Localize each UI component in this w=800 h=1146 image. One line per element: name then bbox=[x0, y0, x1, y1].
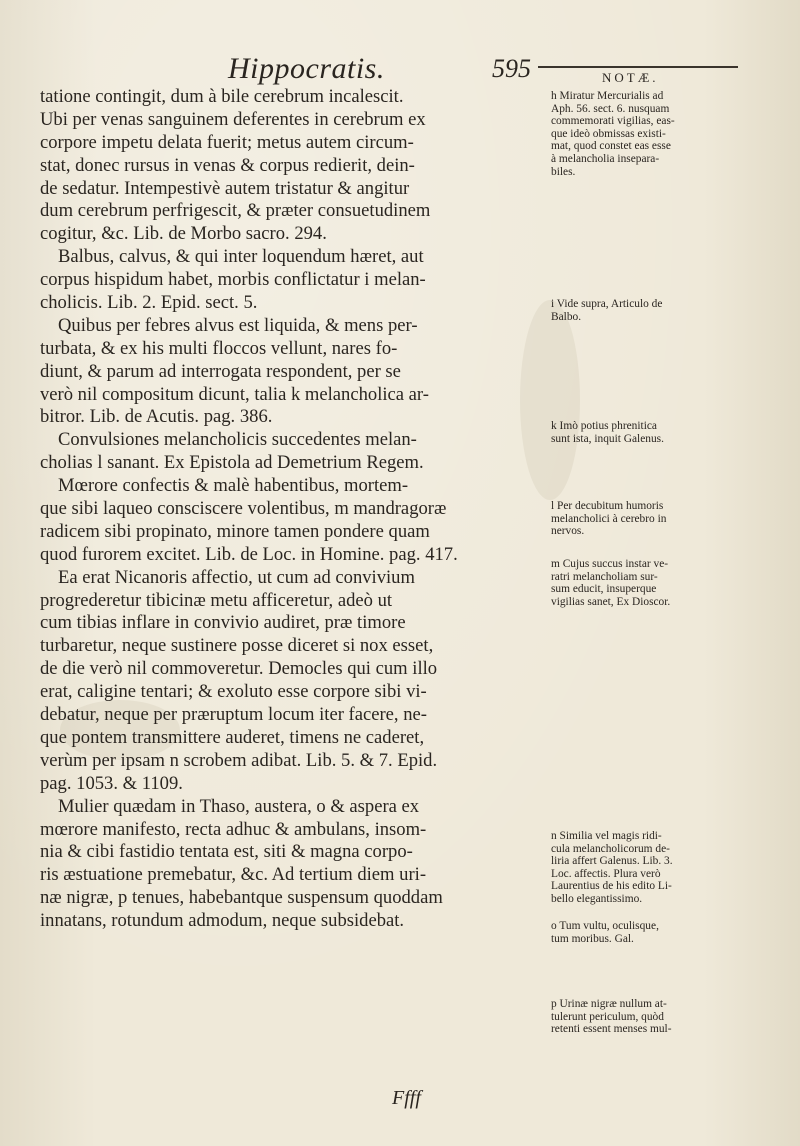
note-line: mat, quod constet eas esse bbox=[551, 140, 671, 153]
note-line: o Tum vultu, oculisque, bbox=[551, 920, 659, 932]
note-h bbox=[551, 90, 747, 178]
text-line: dum cerebrum perfrigescit, & præter consuetudinem bbox=[40, 200, 431, 222]
text-line: corpus hispidum habet, morbis conflictatur i melan- bbox=[40, 269, 426, 291]
text-line: mœrore manifesto, recta adhuc & ambulans, insom- bbox=[40, 818, 427, 840]
note-i bbox=[551, 298, 747, 323]
text-line: verùm per ipsam n scrobem adibat. Lib. 5. & 7. Epid. bbox=[40, 749, 438, 771]
text-line: pag. 1053. & 1109. bbox=[40, 772, 183, 794]
text-line: de sedatur. Intempestivè autem tristatur & angitur bbox=[40, 177, 410, 199]
note-line: bello elegantissimo. bbox=[551, 892, 643, 905]
text-line: tatione contingit, dum à bile cerebrum incalescit. bbox=[40, 86, 404, 107]
note-line: commemorati vigilias, eas- bbox=[551, 115, 675, 128]
text-line: Mulier quædam in Thaso, austera, o & aspera ex bbox=[58, 795, 420, 817]
note-line: Aph. 56. sect. 6. nusquam bbox=[551, 102, 670, 115]
note-line: à melancholia insepara- bbox=[551, 152, 660, 165]
note-line: p Urinæ nigræ nullum at- bbox=[551, 998, 667, 1010]
text-line: cogitur, &c. Lib. de Morbo sacro. 294. bbox=[40, 223, 327, 245]
note-line: que ideò obmissas existi- bbox=[551, 127, 666, 140]
note-line: tum moribus. Gal. bbox=[551, 932, 634, 945]
text-line: Ubi per venas sanguinem deferentes in cerebrum ex bbox=[40, 108, 426, 130]
text-line: cum tibias inflare in convivio audiret, præ timore bbox=[40, 612, 406, 634]
note-n bbox=[551, 830, 747, 906]
text-line: diunt, & parum ad interrogata respondent, per se bbox=[40, 360, 401, 382]
text-line: Ea erat Nicanoris affectio, ut cum ad convivium bbox=[58, 566, 415, 588]
note-line: vigilias sanet, Ex Dioscor. bbox=[551, 595, 671, 608]
text-line: ris æstuatione premebatur, &c. Ad tertium diem uri- bbox=[40, 864, 427, 886]
text-line: innatans, rotundum admodum, neque subsidebat. bbox=[40, 910, 405, 932]
text-line: Balbus, calvus, & qui inter loquendum hæret, aut bbox=[58, 246, 424, 268]
text-line: debatur, neque per præruptum locum iter facere, ne- bbox=[40, 704, 427, 726]
note-line: k Imò potius phrenitica bbox=[551, 420, 657, 432]
text-line: Convulsiones melancholicis succedentes melan- bbox=[58, 429, 417, 451]
notes-rule bbox=[538, 66, 738, 68]
note-line: biles. bbox=[551, 165, 576, 178]
text-line: nia & cibi fastidio tentata est, siti & magna corpo- bbox=[40, 841, 413, 863]
note-line: cula melancholicorum de- bbox=[551, 842, 670, 855]
note-line: i Vide supra, Articulo de bbox=[551, 298, 663, 310]
text-line: radicem sibi propinato, minore tamen pondere quam bbox=[40, 520, 430, 542]
text-line: cholicis. Lib. 2. Epid. sect. 5. bbox=[40, 292, 258, 314]
text-line: Mœrore confectis & malè habentibus, mortem- bbox=[58, 475, 409, 497]
text-line: que sibi laqueo consciscere volentibus, m mandragoræ bbox=[40, 498, 447, 520]
text-line: turbaretur, neque sustinere posse diceret si nox esset, bbox=[40, 635, 434, 657]
notes-heading: NOTÆ. bbox=[602, 70, 659, 85]
note-line: tulerunt periculum, quòd bbox=[551, 1010, 664, 1023]
note-line: liria affert Galenus. Lib. 3. bbox=[551, 855, 673, 868]
note-line: retenti essent menses mul- bbox=[551, 1023, 672, 1036]
text-line: næ nigræ, p tenues, habebantque suspensum quoddam bbox=[40, 887, 443, 909]
catchword-signature: Ffff bbox=[392, 1087, 421, 1109]
note-p bbox=[551, 998, 747, 1036]
note-line: Loc. affectis. Plura verò bbox=[551, 867, 661, 880]
text-line: turbata, & ex his multi floccos vellunt, nares fo- bbox=[40, 337, 398, 359]
note-line: l Per decubitum humoris bbox=[551, 500, 664, 512]
note-m bbox=[551, 558, 747, 608]
running-title: Hippocratis. bbox=[228, 52, 385, 85]
note-line: sum educit, insuperque bbox=[551, 583, 657, 596]
note-line: m Cujus succus instar ve- bbox=[551, 558, 669, 570]
note-line: Laurentius de his edito Li- bbox=[551, 880, 672, 893]
note-l bbox=[551, 500, 747, 538]
text-line: quod furorem excitet. Lib. de Loc. in Homine. pag. 417. bbox=[40, 543, 458, 565]
text-line: verò nil compositum dicunt, talia k melancholica ar- bbox=[40, 383, 429, 405]
text-line: erat, caligine tentari; & exoluto esse corpore sibi vi- bbox=[40, 681, 427, 703]
text-line: corpore impetu delata fuerit; metus autem circum- bbox=[40, 131, 414, 153]
text-line: stat, donec rursus in venas & corpus redierit, dein- bbox=[40, 154, 415, 176]
main-text-column bbox=[40, 86, 550, 933]
page-number: 595 bbox=[492, 54, 531, 83]
text-line: bitror. Lib. de Acutis. pag. 386. bbox=[40, 406, 273, 428]
note-line: nervos. bbox=[551, 525, 585, 538]
text-line: Quibus per febres alvus est liquida, & mens per- bbox=[58, 314, 418, 336]
note-line: Balbo. bbox=[551, 310, 582, 323]
note-line: sunt ista, inquit Galenus. bbox=[551, 432, 664, 445]
text-line: progrederetur tibicinæ metu afficeretur, adeò ut bbox=[40, 589, 393, 611]
note-k bbox=[551, 420, 747, 445]
note-line: melancholici à cerebro in bbox=[551, 512, 667, 525]
text-line: de die verò nil commoveretur. Democles qui cum illo bbox=[40, 658, 438, 680]
text-line: que pontem transmittere auderet, timens ne caderet, bbox=[40, 726, 425, 748]
note-line: ratri melancholiam sur- bbox=[551, 570, 658, 583]
text-line: cholias l sanant. Ex Epistola ad Demetrium Regem. bbox=[40, 452, 424, 474]
note-line: n Similia vel magis ridi- bbox=[551, 830, 662, 842]
note-line: h Miratur Mercurialis ad bbox=[551, 90, 664, 102]
note-o bbox=[551, 920, 747, 945]
